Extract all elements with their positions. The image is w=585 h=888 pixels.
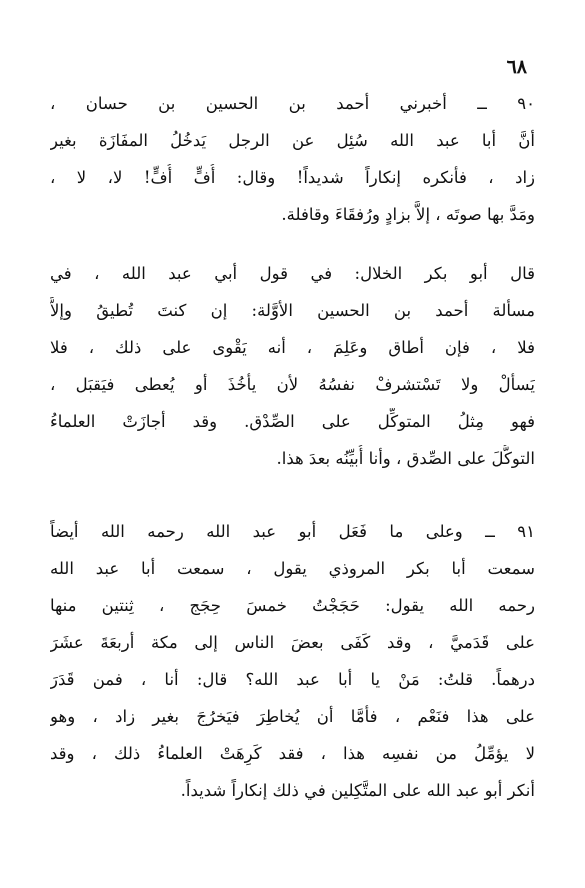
paragraph-2-line-2: مسألة أحمد بن الحسين الأوَّلة: إن كنتَ تُطيقُ وإلاَّ xyxy=(50,301,535,320)
paragraph-3-line-7: لا يؤمِّلُ من نفسِه هذا ، فقد كَرِهَتْ العلماءُ ذلك ، وقد xyxy=(50,744,535,763)
paragraph-3-line-8: أنكر أبو عبد الله على المتَّكِلين في ذلك إنكاراً شديداً. xyxy=(180,781,535,800)
paragraph-2-line-3: فلا ، فإن أطاق وعَلِمَ ، أنه يَقْوى على ذلك ، فلا xyxy=(50,338,535,357)
paragraph-3-line-5: درهماً. قلتُ: مَنْ يا أبا عبد الله؟ قال: أنا ، فمن قَدَرَ xyxy=(50,670,535,689)
paragraph-3-line-1: ٩١ ــ وعلى ما فَعَل أبو عبد الله رحمه الله أيضاً xyxy=(50,522,535,541)
paragraph-3-line-6: على هذا فنَعْم ، فأمَّا أن يُخاطِرَ فيَخرُجَ بغير زاد ، وهو xyxy=(50,707,535,726)
paragraph-1-line-1: ٩٠ ــ أخبرني أحمد بن الحسين بن حسان ، xyxy=(50,94,535,113)
paragraph-3-line-3: رحمه الله يقول: حَجَجْتُ خمسَ حِجَج ، ثِنتين منها xyxy=(50,596,535,615)
paragraph-2-line-4: يَسألْ ولا تَسْتشرفْ نفسُهُ لأن يأخُذَ أو يُعطى فيَقبَل ، xyxy=(50,375,535,394)
paragraph-1-line-4: ومَدَّ بها صوتَه ، إلاَّ بزادٍ ورُفقَاءَ وقافلة. xyxy=(281,205,535,224)
paragraph-1-line-3: زاد ، فأنكره إنكاراً شديداً! وقال: أُفٍّ أُفٍّ! لا، لا ، xyxy=(50,168,535,187)
paragraph-2-line-1: قال أبو بكر الخلال: في قول أبي عبد الله ، في xyxy=(50,264,535,283)
paragraph-2-line-5: فهو مِثلُ المتوكِّل على الصِّدْق. وقد أجازَتْ العلماءُ xyxy=(50,412,535,431)
paragraph-1-line-2: أنَّ أبا عبد الله سُئِل عن الرجل يَدخُلُ المفَازَة بغير xyxy=(50,131,535,150)
paragraph-2-line-6: التوكُّلَ على الصِّدق ، وأنا أُبيِّنُه بعدَ هذا. xyxy=(276,449,535,468)
paragraph-3-line-2: سمعت أبا بكر المروذي يقول ، سمعت أبا عبد الله xyxy=(50,559,535,578)
paragraph-3-line-4: على قَدَميَّ ، وقد كَفَى بعضَ الناس إلى مكة أربعَةَ عشَرَ xyxy=(50,633,535,652)
page-number: ٦٨ xyxy=(506,56,527,78)
